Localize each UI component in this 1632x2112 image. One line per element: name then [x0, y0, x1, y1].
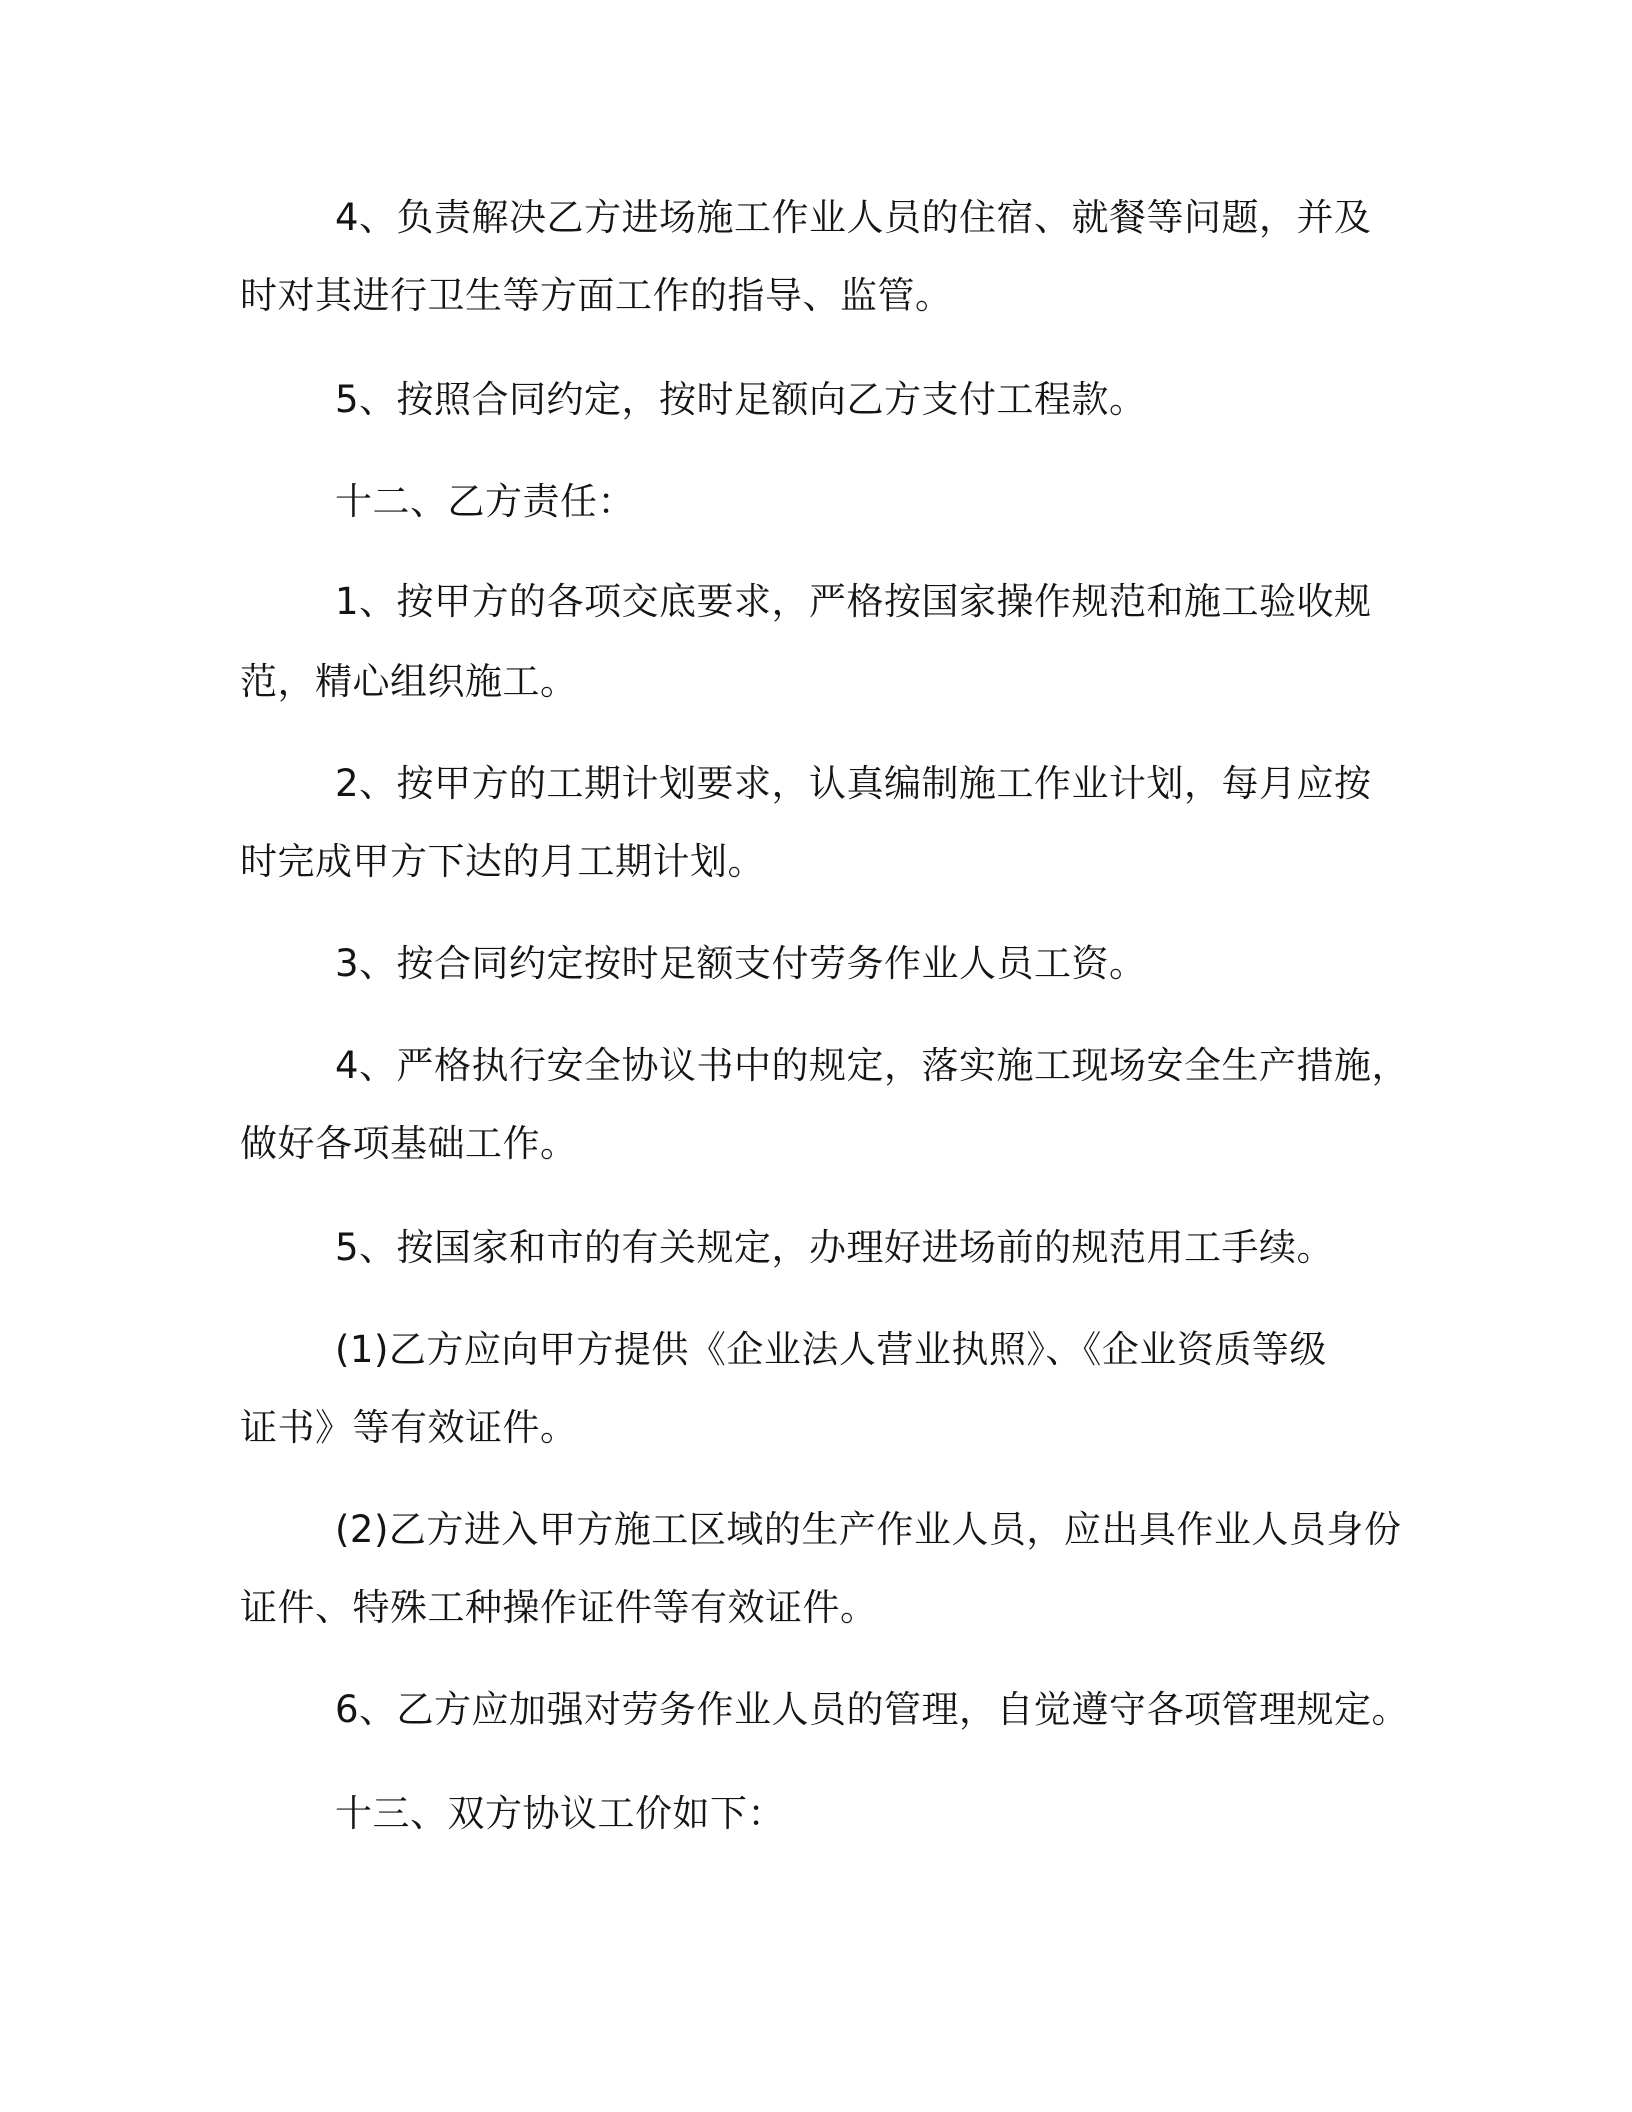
paragraph-line: 5、按国家和市的有关规定，办理好进场前的规范用工手续。: [335, 1226, 1335, 1269]
paragraph-line: 1、按甲方的各项交底要求，严格按国家操作规范和施工验收规: [335, 580, 1372, 623]
paragraph-line: 4、严格执行安全协议书中的规定，落实施工现场安全生产措施，: [335, 1044, 1410, 1087]
paragraph-line: 6、乙方应加强对劳务作业人员的管理，自觉遵守各项管理规定。: [335, 1688, 1410, 1731]
paragraph-line: 4、负责解决乙方进场施工作业人员的住宿、就餐等问题，并及: [335, 196, 1372, 239]
section-heading: 十二、乙方责任：: [335, 480, 635, 523]
paragraph-line: 3、按合同约定按时足额支付劳务作业人员工资。: [335, 942, 1147, 985]
paragraph-line: 证书》等有效证件。: [240, 1406, 578, 1449]
paragraph-line: 范，精心组织施工。: [240, 660, 578, 703]
paragraph-line: 5、按照合同约定，按时足额向乙方支付工程款。: [335, 378, 1147, 421]
section-heading: 十三、双方协议工价如下：: [335, 1792, 785, 1835]
paragraph-line: 做好各项基础工作。: [240, 1122, 578, 1165]
paragraph-line: 2、按甲方的工期计划要求，认真编制施工作业计划，每月应按: [335, 762, 1372, 805]
paragraph-line: (1)乙方应向甲方提供《企业法人营业执照》、《企业资质等级: [335, 1328, 1327, 1371]
paragraph-line: 时对其进行卫生等方面工作的指导、监管。: [240, 274, 953, 317]
paragraph-line: 时完成甲方下达的月工期计划。: [240, 840, 765, 883]
paragraph-line: 证件、特殊工种操作证件等有效证件。: [240, 1586, 878, 1629]
paragraph-line: (2)乙方进入甲方施工区域的生产作业人员，应出具作业人员身份: [335, 1508, 1402, 1551]
